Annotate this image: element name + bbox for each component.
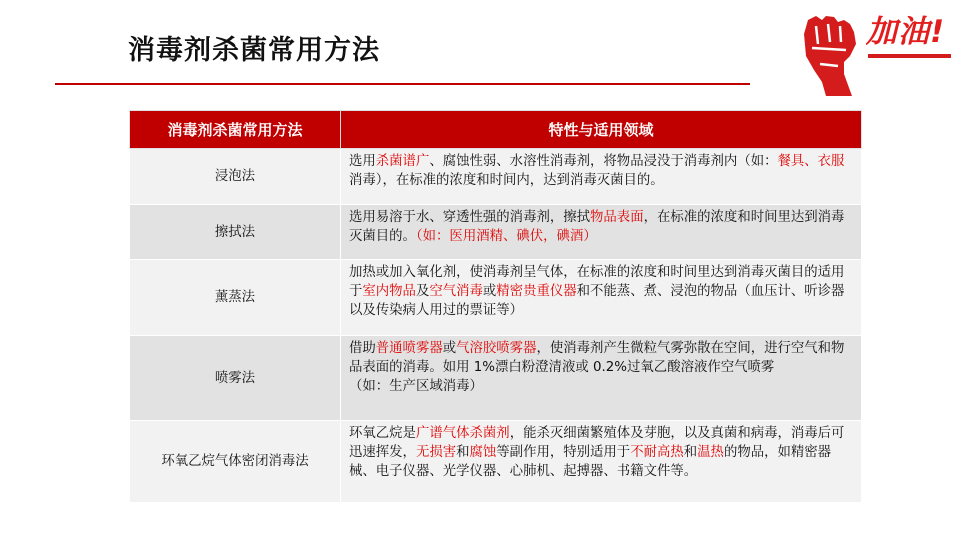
highlighted-text: 不耐高热 — [630, 445, 684, 460]
description-text: 和不能蒸、煮、浸泡的物品（血压计、听诊器以及传染病人用过的票证等） — [349, 284, 845, 318]
description-cell — [341, 260, 862, 336]
table-header-row — [130, 111, 862, 149]
description-text: 环氧乙烷是 — [349, 426, 416, 441]
description-text: 选用易溶于水、穿透性强的消毒剂，擦拭 — [349, 210, 591, 225]
description-text: 或 — [482, 284, 497, 299]
description-text: 消毒），在标准的浓度和时间内，达到消毒灭菌目的。 — [349, 173, 664, 188]
description-text: 加热或加入氧化剂，使消毒剂呈气体，在标准的浓度和时间里达到消毒灭菌目的适用于 — [349, 265, 845, 299]
description-cell — [341, 149, 862, 205]
description-text: 、腐蚀性弱、水溶性消毒剂，将物品浸没于消毒剂内（如： — [429, 154, 778, 169]
highlighted-text: 物品表面 — [590, 210, 644, 225]
description-text: （如：生产区域消毒） — [349, 379, 483, 394]
highlighted-text: 室内物品 — [362, 284, 416, 299]
highlighted-text: （如：医用酒精、碘伏，碘酒） — [415, 229, 597, 244]
table-row — [130, 260, 862, 336]
description-text: 和 — [456, 445, 470, 460]
description-text: 及 — [415, 284, 430, 299]
table-body — [130, 149, 862, 503]
table-row — [130, 336, 862, 421]
highlighted-text: 精密贵重仪器 — [496, 284, 577, 299]
table-row — [130, 205, 862, 260]
description-cell — [341, 336, 862, 421]
table-row — [130, 149, 862, 205]
description-text: 或 — [442, 341, 457, 356]
method-cell: 浸泡法 — [130, 149, 341, 205]
description-text: 和 — [683, 445, 698, 460]
method-cell: 薰蒸法 — [130, 260, 341, 336]
description-cell — [341, 205, 862, 260]
methods-table — [129, 110, 862, 503]
highlighted-text: 腐蚀 — [469, 445, 497, 460]
highlighted-text: 温热 — [697, 445, 724, 460]
highlighted-text: 普通喷雾器 — [375, 341, 443, 356]
highlighted-text: 餐具、衣服 — [777, 154, 845, 169]
logo-underline — [868, 54, 951, 58]
highlighted-text: 杀菌谱广 — [375, 154, 430, 169]
logo-text: 加油! — [866, 14, 946, 50]
header-properties: 特性与适用领域 — [341, 111, 862, 149]
method-cell: 环氧乙烷气体密闭消毒法 — [130, 421, 341, 503]
title-divider — [55, 83, 750, 85]
description-cell — [341, 421, 862, 503]
header-method: 消毒剂杀菌常用方法 — [130, 111, 341, 149]
description-text: ，能杀灭细菌繁殖体及芽胞，以及真菌和病毒，消毒后可迅速挥发， — [349, 426, 845, 460]
highlighted-text: 空气消毒 — [429, 284, 483, 299]
highlighted-text: 广谱气体杀菌剂 — [415, 426, 510, 441]
description-text: ，使消毒剂产生微粒气雾弥散在空间，进行空气和物品表面的消毒。如用 1%漂白粉澄清液或 0.2%过氧乙酸溶液作空气喷雾 — [349, 341, 845, 375]
method-cell: 擦拭法 — [130, 205, 341, 260]
table-row — [130, 421, 862, 503]
highlighted-text: 无损害 — [415, 445, 457, 460]
highlighted-text: 气溶胶喷雾器 — [456, 341, 537, 356]
description-text: 选用 — [349, 154, 376, 169]
method-cell: 喷雾法 — [130, 336, 341, 421]
slide-title: 消毒剂杀菌常用方法 — [128, 35, 380, 66]
description-text: ，在标准的浓度和时间里达到消毒灭菌目的。 — [349, 210, 845, 244]
description-text: 借助 — [349, 341, 376, 356]
description-text: 等副作用，特别适用于 — [496, 445, 631, 460]
description-text: 的物品，如精密器械、电子仪器、光学仪器、心肺机、起搏器、书籍文件等。 — [349, 445, 832, 479]
